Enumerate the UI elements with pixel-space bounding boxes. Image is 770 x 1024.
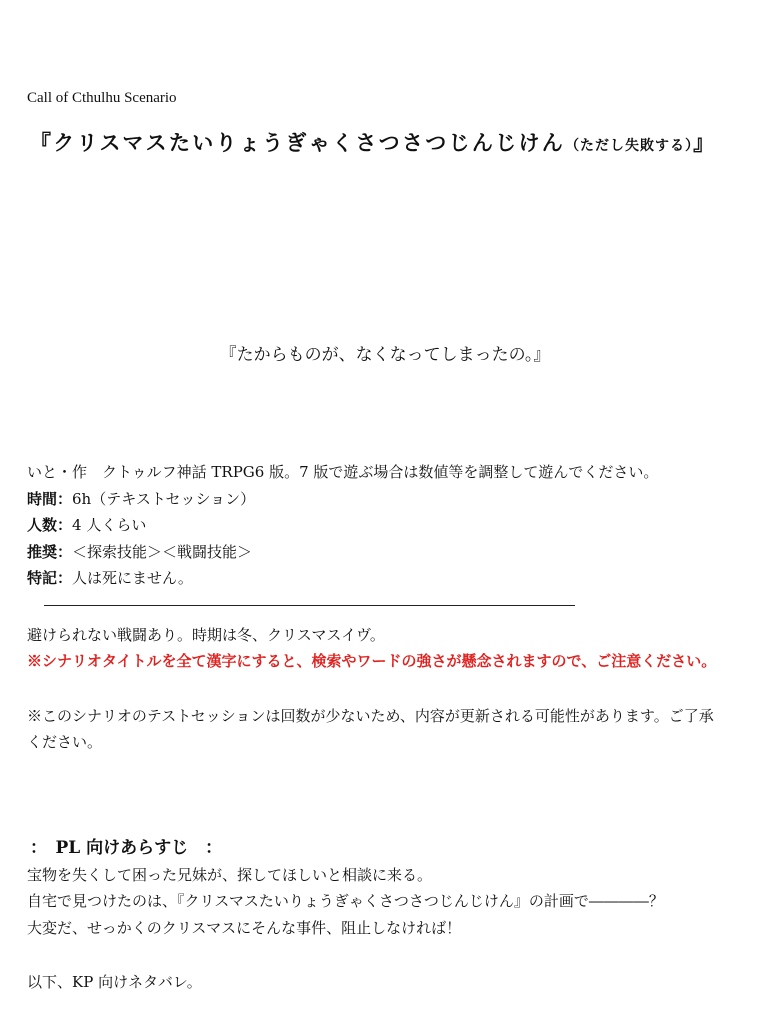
spec-value: ＜探索技能＞＜戦闘技能＞ — [72, 543, 253, 561]
spec-label: 時間： — [27, 490, 73, 508]
scenario-title — [30, 127, 714, 162]
spec-value: 6h（テキストセッション） — [72, 490, 256, 508]
author-line: いと・作 クトゥルフ神話 TRPG6 版。7 版で遊ぶ場合は数値等を調整して遊んでください。 — [27, 463, 659, 481]
spec-label: 特記： — [27, 569, 73, 587]
title-kanji-warning: ※シナリオタイトルを全て漢字にすると、検索やワードの強さが懸念されますので、ご注意ください。 — [27, 652, 717, 670]
spec-time — [27, 489, 255, 509]
test-session-note-line: ※このシナリオのテストセッションは回数が少ないため、内容が更新される可能性があります。ご了承 — [27, 707, 714, 725]
spec-value: 人は死にません。 — [72, 569, 193, 587]
test-session-note-line: ください。 — [27, 733, 103, 751]
spoiler-notice: 以下、KP 向けネタバレ。 — [27, 973, 202, 991]
series-label: Call of Cthulhu Scenario — [27, 90, 177, 106]
spec-label: 人数： — [27, 516, 73, 534]
synopsis-line: 宝物を失くして困った兄妹が、探してほしいと相談に来る。 — [27, 866, 433, 884]
tagline-quote: 『たからものが、なくなってしまったの。』 — [219, 345, 551, 365]
divider-line — [44, 605, 575, 606]
combat-note: 避けられない戦闘あり。時期は冬、クリスマスイヴ。 — [27, 626, 385, 644]
synopsis-heading: ： PL 向けあらすじ ： — [30, 838, 223, 858]
spec-value: 4 人くらい — [72, 516, 147, 534]
synopsis-line: 自宅で見つけたのは、『クリスマスたいりょうぎゃくさつさつじんじけん』の計画で――――？ — [27, 892, 664, 910]
spec-notes — [27, 568, 193, 588]
spec-recommended — [27, 542, 252, 562]
title-main: 『クリスマスたいりょうぎゃくさつさつじんじけん — [30, 131, 566, 155]
title-close-bracket: 』 — [693, 131, 715, 155]
synopsis-line: 大変だ、せっかくのクリスマスにそんな事件、阻止しなければ！ — [27, 919, 462, 937]
title-subtitle: （ただし失敗する） — [565, 138, 694, 154]
spec-players — [27, 515, 146, 535]
spec-label: 推奨： — [27, 543, 73, 561]
